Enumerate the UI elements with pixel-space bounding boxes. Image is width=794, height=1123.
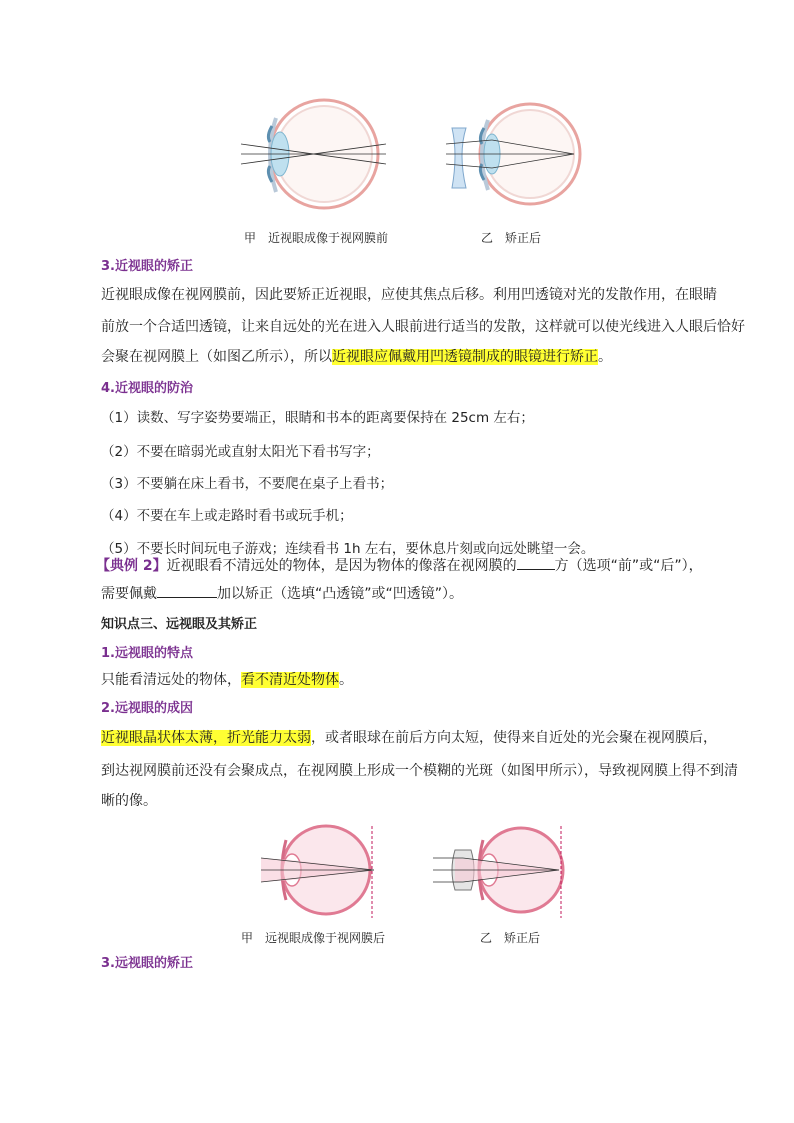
- paragraph-line: 晰的像。: [101, 793, 157, 809]
- paragraph-line: 会聚在视网膜上（如图乙所示），所以近视眼应佩戴用凹透镜制成的眼镜进行矫正。: [101, 349, 612, 365]
- list-item: （3）不要躺在床上看书，不要爬在桌子上看书；: [101, 476, 394, 492]
- list-item: （2）不要在暗弱光或直射太阳光下看书写字；: [101, 444, 380, 460]
- paragraph-line: 近视眼晶状体太薄，折光能力太弱，或者眼球在前后方向太短，使得来自近处的光会聚在视网膜后，: [101, 730, 717, 746]
- paragraph-line: 只能看清远处的物体，看不清近处物体。: [101, 672, 353, 688]
- list-item: （1）读数、写字姿势要端正，眼睛和书本的距离要保持在 25cm 左右；: [101, 410, 534, 426]
- hyperopia-eye-diagram: [256, 822, 386, 922]
- section-heading: 1.远视眼的特点: [101, 646, 193, 661]
- list-item: （5）不要长时间玩电子游戏；连续看书 1h 左右，要休息片刻或向远处眺望一会。: [101, 541, 595, 557]
- highlighted-text: 看不清近处物体: [241, 672, 339, 688]
- figure-caption-hyperopia: 甲 远视眼成像于视网膜后: [241, 931, 386, 945]
- myopia-eye-diagram: [236, 96, 386, 216]
- answer-blank[interactable]: [517, 557, 555, 570]
- example-label: 【典例 2】: [96, 558, 167, 574]
- answer-blank[interactable]: [157, 585, 217, 598]
- paragraph-line: 到达视网膜前还没有会聚成点，在视网膜上形成一个模糊的光斑（如图甲所示），导致视网膜上得不到清: [101, 763, 738, 779]
- example-question: 需要佩戴 加以矫正（选填“凸透镜”或“凹透镜”）。: [101, 586, 464, 602]
- highlighted-text: 近视眼晶状体太薄，折光能力太弱: [101, 730, 311, 746]
- paragraph-line: 前放一个合适凹透镜，让来自远处的光在进入人眼前进行适当的发散，这样就可以使光线进入人眼后恰好: [101, 319, 745, 335]
- figure-caption-myopia: 甲 近视眼成像于视网膜前: [244, 231, 389, 245]
- hyperopia-corrected-diagram: [431, 822, 571, 922]
- section-heading: 2.远视眼的成因: [101, 701, 193, 716]
- section-heading: 4.近视眼的防治: [101, 381, 193, 396]
- highlighted-text: 近视眼应佩戴用凹透镜制成的眼镜进行矫正: [332, 349, 598, 365]
- myopia-corrected-diagram: [444, 96, 584, 216]
- section-heading: 3.远视眼的矫正: [101, 956, 193, 971]
- example-question: 【典例 2】近视眼看不清远处的物体，是因为物体的像落在视网膜的 方（选项“前”或“后”），: [96, 558, 703, 574]
- list-item: （4）不要在车上或走路时看书或玩手机；: [101, 508, 353, 524]
- section-heading: 3.近视眼的矫正: [101, 259, 193, 274]
- figure-caption-corrected: 乙 矫正后: [481, 231, 542, 245]
- knowledge-point-title: 知识点三、远视眼及其矫正: [101, 617, 258, 632]
- figure-caption-corrected: 乙 矫正后: [480, 931, 541, 945]
- paragraph-line: 近视眼成像在视网膜前，因此要矫正近视眼，应使其焦点后移。利用凹透镜对光的发散作用，在眼睛: [101, 287, 717, 303]
